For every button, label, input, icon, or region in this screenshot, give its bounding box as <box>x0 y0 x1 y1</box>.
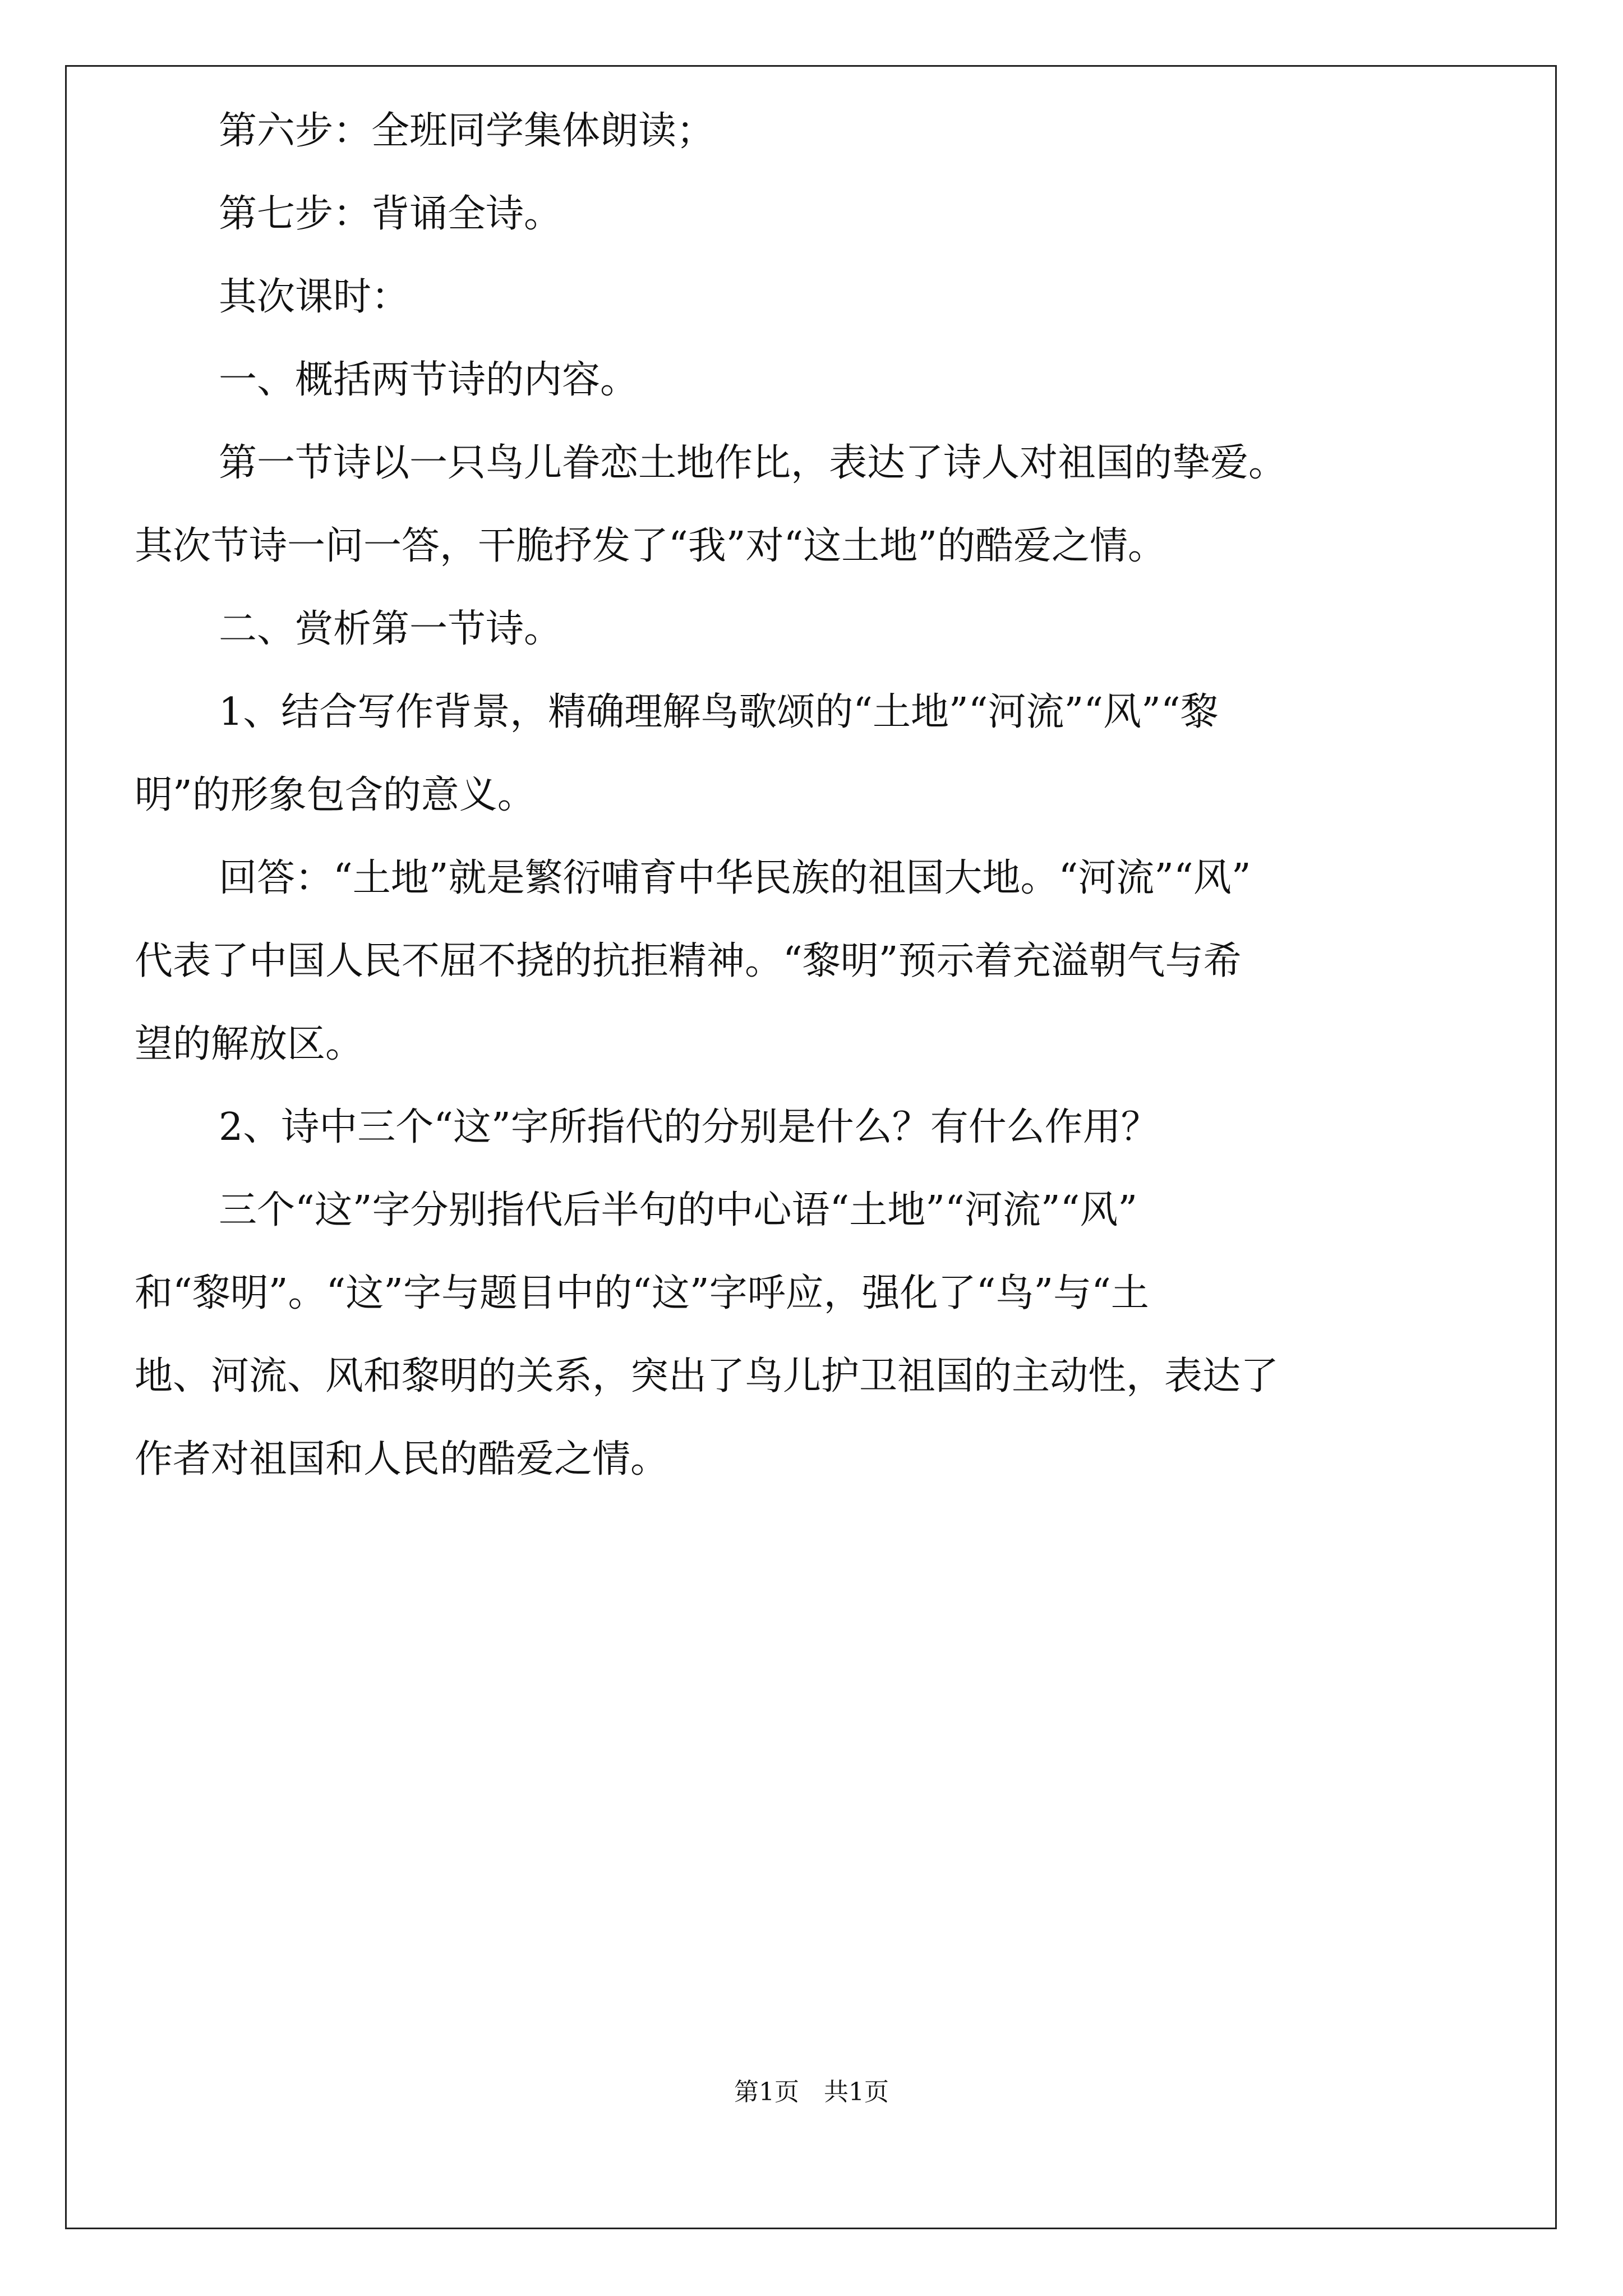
paragraph-line: 第七步：背诵全诗。 <box>219 192 562 236</box>
paragraph-line: 第六步：全班同学集体朗读； <box>219 109 715 153</box>
page-total-label: 共1页 <box>824 2078 889 2106</box>
paragraph-line: 回答：“土地”就是繁衍哺育中华民族的祖国大地。“河流”“风” <box>219 856 1251 900</box>
page-number-label: 第1页 <box>734 2078 799 2106</box>
paragraph-line: 其次课时： <box>219 275 410 319</box>
paragraph-line: 第一节诗以一只鸟儿眷恋土地作比，表达了诗人对祖国的挚爱。 <box>219 441 1287 485</box>
paragraph-line: 明”的形象包含的意义。 <box>135 773 536 817</box>
paragraph-line: 三个“这”字分别指代后半句的中心语“土地”“河流”“风” <box>219 1188 1138 1232</box>
paragraph-line: 和“黎明”。“这”字与题目中的“这”字呼应，强化了“鸟”与“土 <box>135 1271 1149 1315</box>
paragraph-line: 一、概括两节诗的内容。 <box>219 358 639 402</box>
paragraph-line: 1、结合写作背景，精确理解鸟歌颂的“土地”“河流”“风”“黎 <box>219 690 1219 734</box>
paragraph-line: 二、赏析第一节诗。 <box>219 607 562 651</box>
paragraph-line: 望的解放区。 <box>135 1022 364 1066</box>
paragraph-line: 2、诗中三个“这”字所指代的分别是什么？有什么作用？ <box>219 1105 1159 1149</box>
paragraph-line: 代表了中国人民不屈不挠的抗拒精神。“黎明”预示着充溢朝气与希 <box>135 939 1242 983</box>
page-footer <box>0 2076 1623 2109</box>
paragraph-line: 地、河流、风和黎明的关系，突出了鸟儿护卫祖国的主动性，表达了 <box>135 1354 1279 1398</box>
document-body <box>135 90 1481 1501</box>
paragraph-line: 作者对祖国和人民的酷爱之情。 <box>135 1437 669 1481</box>
paragraph-line: 其次节诗一问一答，干脆抒发了“我”对“这土地”的酷爱之情。 <box>135 524 1166 568</box>
